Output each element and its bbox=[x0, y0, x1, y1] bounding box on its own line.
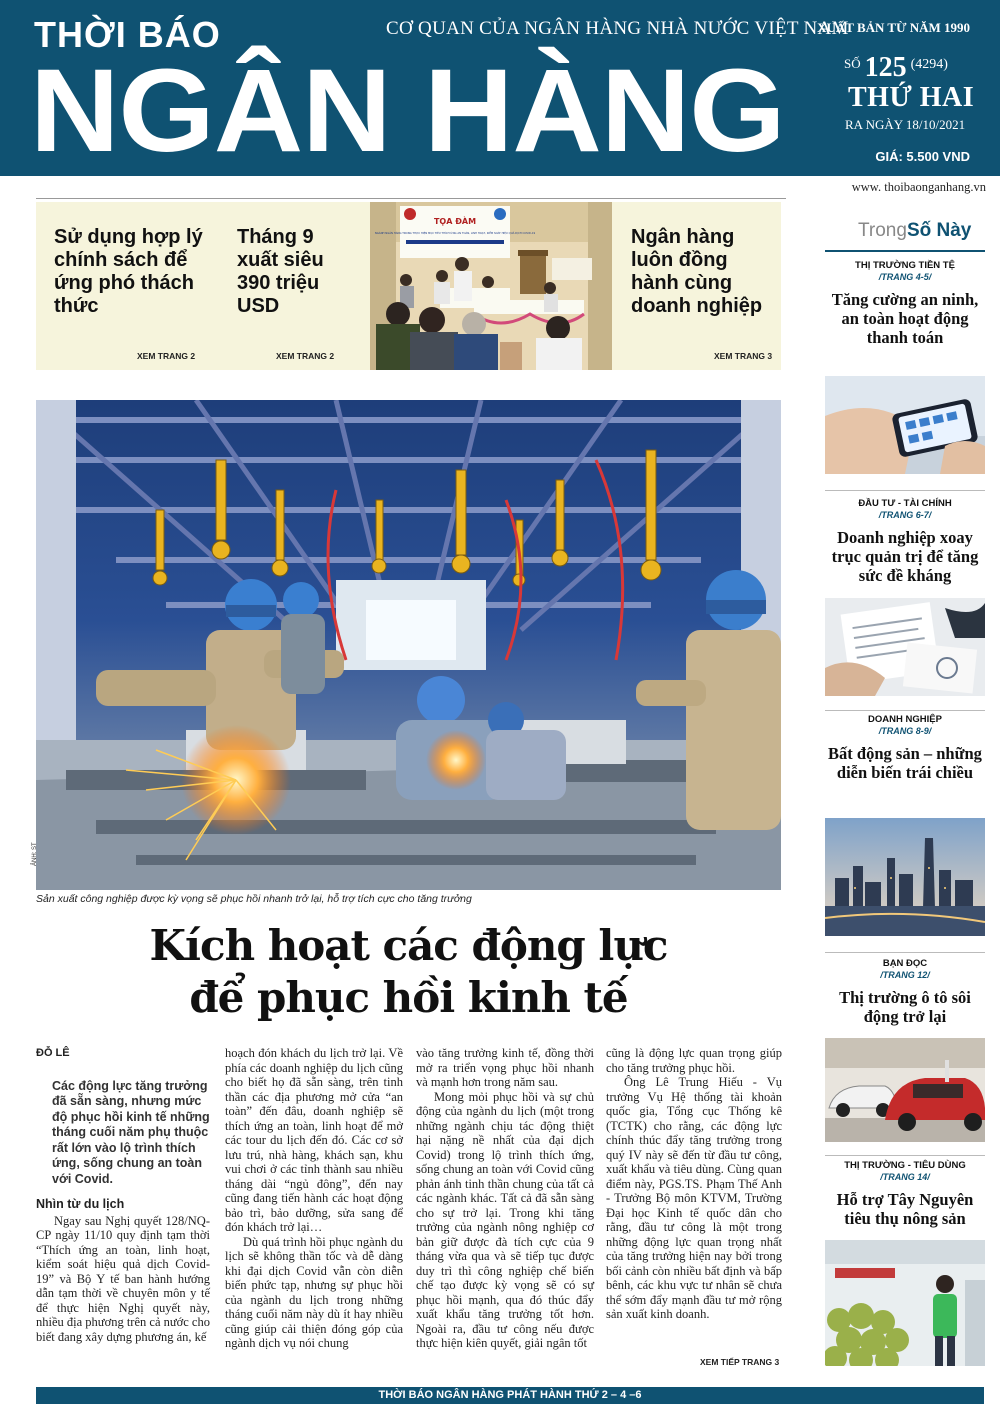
divider bbox=[825, 710, 985, 711]
teaser-see-page[interactable]: XEM TRANG 2 bbox=[276, 351, 335, 361]
sidebar-page: /TRANG 12/ bbox=[880, 970, 930, 980]
article-paragraph: Mong mỏi phục hồi và sự chủ động của ngành du lịch (một trong những ngành chịu tác động thiệt hại nặng nề nhất của đại dịch Covid) trong lộ trình thích ứng, sống chung an toàn với Covid cũng phản ánh tinh thần chung của tất cả các ngành khác. Tất cả đã sẵn sàng cho sự trở lại. Trong khi tăng trưởng của ngành nông nghiệp cơ bản giữ được đà tích cực của 9 tháng vừa qua và sẽ tiếp tục được duy trì thì công nghiệp chế biến chế tạo được kỳ vọng sẽ có sự phục hồi mạnh, qua đó thúc đẩy xuất khẩu tăng trưởng tốt hơn. Ngoài ra, đầu tư công nếu được thực hiện kiên quyết, giải ngân tốt bbox=[416, 1089, 594, 1350]
masthead-since: XUẤT BẢN TỪ NĂM 1990 bbox=[817, 20, 970, 35]
photo-credit: ẢNH: ST bbox=[32, 842, 38, 866]
footer-banner: THỜI BÁO NGÂN HÀNG PHÁT HÀNH THỨ 2 – 4 –6 bbox=[36, 1387, 984, 1404]
sidebar-headline: Thị trường ô tô sôi động trở lại bbox=[839, 988, 971, 1026]
issue-code: (4294) bbox=[910, 57, 948, 72]
byline: ĐỖ LÊ bbox=[36, 1047, 70, 1059]
article-paragraph: hoạch đón khách du lịch trở lại. Về phía các doanh nghiệp du lịch cũng cho biết họ đã sẵn sàng, trên tinh thần các địa phương mở cửa “an toàn” đến đâu, doanh nghiệp sẽ thích ứng an toàn, linh hoạt để mở các tour du lịch đến đó. Các cơ sở lưu trú, nhà hàng, khách sạn, khu vui chơi ở các tỉnh thành sau nhiều tháng dài “ngủ đông”, đến nay cũng đang tiến hành các hoạt động bảo trì, bảo dưỡng, sửa sang để đón khách trở lại… bbox=[225, 1046, 403, 1234]
headline-line: để phục hồi kinh tế bbox=[189, 973, 628, 1022]
sidebar-item[interactable] bbox=[822, 958, 988, 1026]
article-paragraph: Dù quá trình hồi phục ngành du lịch sẽ không thần tốc và dễ dàng khi đại dịch Covid vẫn còn diễn biến phức tạp, nhưng sự phục hồi của ngành du lịch trong những tháng cuối năm này dù ít hay nhiều cũng giúp cải thiện đóng góp của ngành dịch vụ nói chung bbox=[225, 1234, 403, 1350]
article-subhead: Nhìn từ du lịch bbox=[36, 1197, 125, 1211]
headline-line: Kích hoạt các động lực bbox=[149, 921, 668, 970]
sidebar-headline: Doanh nghiệp xoay trục quản trị để tăng sức đề kháng bbox=[831, 528, 979, 585]
issue-number-value: 125 bbox=[864, 52, 907, 83]
masthead bbox=[0, 0, 1000, 176]
photo-caption: Sản xuất công nghiệp được kỳ vọng sẽ phục hồi nhanh trở lại, hỗ trợ tích cực cho tăng trưởng bbox=[36, 893, 472, 905]
sidebar-item[interactable] bbox=[822, 1160, 988, 1228]
sidebar-title bbox=[858, 220, 971, 242]
article-paragraph: cũng là động lực quan trọng giúp cho tăng trưởng phục hồi. bbox=[606, 1046, 782, 1075]
masthead-logo-title: NGÂN HÀNG bbox=[30, 45, 785, 177]
sidebar-category: THỊ TRƯỜNG - TIÊU DÙNG bbox=[844, 1160, 966, 1171]
sidebar-category: THỊ TRƯỜNG TIỀN TỆ bbox=[855, 260, 955, 271]
teaser-see-page[interactable]: XEM TRANG 2 bbox=[137, 351, 196, 361]
sidebar-page: /TRANG 6-7/ bbox=[878, 510, 932, 520]
sidebar-item[interactable] bbox=[822, 498, 988, 585]
conference-photo bbox=[370, 202, 612, 370]
main-headline[interactable] bbox=[36, 920, 781, 1024]
article-column bbox=[416, 1046, 594, 1351]
sidebar-photo-market-produce bbox=[825, 1240, 985, 1366]
banner-title: TỌA ĐÀM bbox=[433, 217, 477, 226]
masthead-small-title: THỜI BÁO bbox=[34, 14, 221, 55]
article-column bbox=[225, 1046, 403, 1351]
sidebar-headline: Hỗ trợ Tây Nguyên tiêu thụ nông sản bbox=[836, 1190, 974, 1228]
sidebar-category: DOANH NGHIỆP bbox=[868, 714, 942, 725]
sidebar-photo-phone-payment bbox=[825, 376, 985, 474]
sidebar-headline: Tăng cường an ninh, an toàn hoạt động thanh toán bbox=[831, 290, 979, 347]
divider bbox=[825, 250, 985, 252]
divider bbox=[36, 198, 786, 199]
masthead-agency: CƠ QUAN CỦA NGÂN HÀNG NHÀ NƯỚC VIỆT NAM bbox=[386, 18, 849, 39]
sidebar-item[interactable] bbox=[822, 260, 988, 347]
divider bbox=[825, 952, 985, 953]
sidebar-title-b: Số Này bbox=[906, 220, 972, 241]
issue-weekday: THỨ HAI bbox=[848, 82, 975, 113]
sidebar-photo-car-showroom bbox=[825, 1038, 985, 1142]
sidebar-title-a: Trong bbox=[858, 220, 907, 241]
teaser-band bbox=[36, 202, 781, 370]
issue-prefix: SỐ bbox=[844, 56, 861, 71]
article-paragraph: Ngay sau Nghị quyết 128/NQ-CP ngày 11/10 quy định tạm thời “Thích ứng an toàn, linh hoạt, kiểm soát hiệu quả dịch Covid-19” và Bộ Y tế ban hành hướng dẫn tạm thời về chuyên môn y tế để thực hiện Nghị quyết này, nhiều địa phương trên cả nước cho biết đang xây dựng phương án, kế bbox=[36, 1213, 210, 1344]
sidebar-photo-documents bbox=[825, 598, 985, 696]
issue-price: GIÁ: 5.500 VND bbox=[875, 149, 970, 164]
article-column bbox=[606, 1046, 782, 1322]
hero-photo bbox=[36, 400, 781, 890]
sidebar-item[interactable] bbox=[822, 714, 988, 782]
issue-date: RA NGÀY 18/10/2021 bbox=[845, 117, 966, 132]
continued-link[interactable]: XEM TIẾP TRANG 3 bbox=[700, 1357, 780, 1367]
teaser-headline[interactable]: Sử dụng hợp lý chính sách để ứng phó thách thức bbox=[54, 226, 203, 317]
sidebar-photo-city-skyline bbox=[825, 818, 985, 936]
banner-subtitle: NGÀNH NGÂN HÀNG TRONG THỰC HIỆN MỤC TIÊU THÍCH ỨNG AN TOÀN, LINH HOẠT, KIỂM SOÁT HIỆU QUẢ DỊCH COVID-19 bbox=[374, 232, 536, 235]
article-column bbox=[36, 1046, 210, 1344]
divider bbox=[825, 490, 985, 491]
sidebar-page: /TRANG 14/ bbox=[880, 1172, 930, 1182]
sidebar-headline: Bất động sản – những diễn biến trái chiều bbox=[828, 744, 982, 782]
sidebar-page: /TRANG 4-5/ bbox=[878, 272, 932, 282]
issue-number bbox=[844, 52, 948, 84]
sidebar-page: /TRANG 8-9/ bbox=[878, 726, 932, 736]
teaser-headline[interactable]: Tháng 9 xuất siêu 390 triệu USD bbox=[237, 226, 324, 317]
teaser-headline[interactable]: Ngân hàng luôn đồng hành cùng doanh nghiệp bbox=[631, 226, 763, 317]
article-paragraph: vào tăng trưởng kinh tế, đồng thời mở ra triển vọng phục hồi nhanh và mạnh hơn trong năm sau. bbox=[416, 1046, 594, 1089]
article-paragraph: Ông Lê Trung Hiếu - Vụ trưởng Vụ Hệ thống tài khoản quốc gia, Tổng cục Thống kê (TCTK) cho rằng, các động lực chính thúc đẩy tăng trưởng trong quý IV này sẽ đến từ đầu tư công, xuất khẩu và tiêu dùng. Cùng quan điểm này, PGS.TS. Phạm Thế Anh - Trưởng Bộ môn KTVM, Trường Đại học Kinh tế quốc dân cho rằng, đầu tư công là một trong những động lực quan trọng nhất của tăng trưởng hiện nay bởi trong bối cảnh còn nhiều bất định và bấp bênh, các khu vực tư nhân sẽ chưa thể sớm đẩy mạnh đầu tư mở rộng sản xuất kinh doanh. bbox=[606, 1075, 782, 1321]
article-lead: Các động lực tăng trưởng đã sẵn sàng, nhưng mức độ phục hồi kinh tế những tháng cuối năm phụ thuộc rất lớn vào lộ trình thích ứng, sống chung an toàn với Covid. bbox=[52, 1078, 210, 1186]
divider bbox=[825, 1155, 985, 1156]
website-link[interactable]: www. thoibaonganhang.vn bbox=[851, 180, 986, 194]
teaser-see-page[interactable]: XEM TRANG 3 bbox=[714, 351, 773, 361]
sidebar-category: BẠN ĐỌC bbox=[882, 958, 928, 969]
sidebar-category: ĐẦU TƯ - TÀI CHÍNH bbox=[858, 498, 952, 509]
